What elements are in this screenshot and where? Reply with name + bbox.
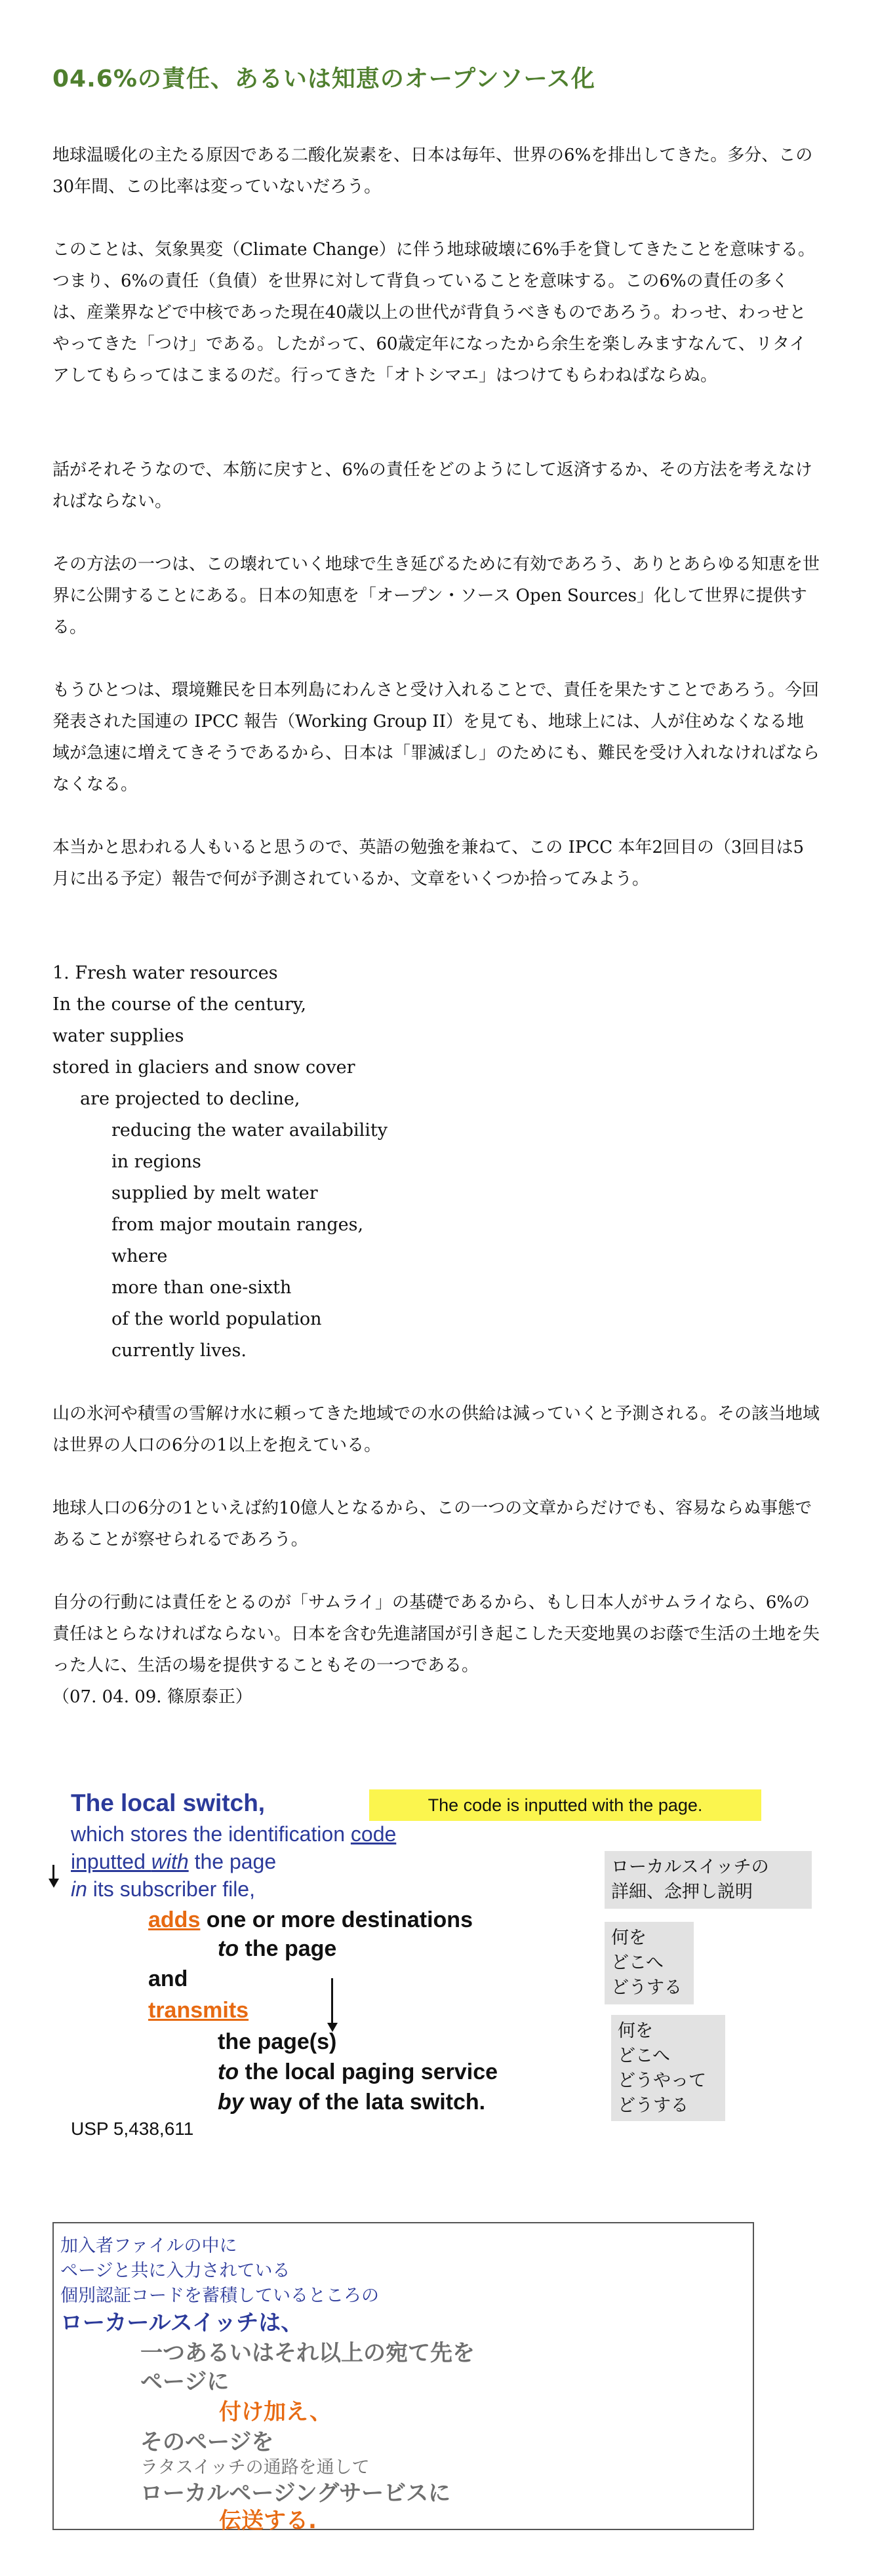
- post-title: 04.6%の責任、あるいは知恵のオープンソース化: [52, 66, 595, 92]
- slide-line: 伝送する.: [219, 2508, 317, 2534]
- slide-line: 付け加え、: [219, 2399, 332, 2425]
- excerpt-line: stored in glaciers and snow cover: [52, 1057, 355, 1078]
- excerpt-line: are projected to decline,: [80, 1089, 300, 1109]
- slide-line: by way of the lata switch.: [218, 2090, 486, 2115]
- excerpt-line: currently lives.: [111, 1340, 247, 1361]
- slide-line: to the local paging service: [218, 2059, 498, 2084]
- excerpt-line: where: [111, 1246, 168, 1266]
- paragraph: 地球人口の6分の1といえば約10億人となるから、この一つの文章からだけでも、容易ならぬ事態であることが察せられるであろう。: [52, 1498, 812, 1550]
- paragraph: もうひとつは、環境難民を日本列島にわんさと受け入れることで、責任を果たすことであろう。今回発表された国連の IPCC 報告（Working Group II）を見ても、地球上には、人が住めなくなる地域が急速に増えてきそうであるから、日本は「罪滅ぼし」のためにも、難民を受け入れなければならなくなる。: [52, 680, 820, 794]
- slide-line: inputted with the page: [71, 1850, 277, 1873]
- slide-line: ページに: [140, 2369, 229, 2395]
- excerpt-line: water supplies: [52, 1026, 184, 1046]
- excerpt-line: supplied by melt water: [111, 1183, 318, 1203]
- note-box: 何を どこへ どうする: [605, 1922, 694, 2004]
- slide-line: transmits: [148, 1998, 249, 2023]
- slide-line: ページと共に入力されている: [60, 2261, 290, 2281]
- down-arrow-icon: [52, 1865, 54, 1879]
- note-box: ローカルスイッチの 詳細、念押し説明: [605, 1851, 812, 1909]
- claim-slide-japanese: [52, 2222, 754, 2534]
- down-arrow-icon: [331, 1978, 333, 2024]
- excerpt-line: reducing the water availability: [111, 1120, 388, 1141]
- claim-slide-english: [52, 1770, 839, 2137]
- excerpt-line: from major moutain ranges,: [111, 1215, 364, 1235]
- slide-line: ローカールスイッチは、: [60, 2310, 304, 2336]
- slide-line: to the page: [218, 1936, 337, 1961]
- slide-line: ローカルページングサービスに: [140, 2480, 451, 2507]
- slide-line: 加入者ファイルの中に: [60, 2236, 237, 2256]
- excerpt-line: of the world population: [111, 1309, 322, 1329]
- slide-line: which stores the identification code: [71, 1822, 397, 1846]
- slide-line: ラタスイッチの通路を通して: [140, 2457, 370, 2478]
- paragraph: 話がそれそうなので、本筋に戻すと、6%の責任をどのようにして返済するか、その方法を考えなければならない。: [52, 460, 812, 511]
- paragraph: 自分の行動には責任をとるのが「サムライ」の基礎であるから、もし日本人がサムライなら、6%の責任はとらなければならない。日本を含む先進諸国が引き起こした天変地異のお蔭で生活の土地を失った人に、生活の場を提供することもその一つである。: [52, 1593, 820, 1675]
- slide-line: and: [148, 1966, 188, 1991]
- note-box: 何を どこへ どうやって どうする: [611, 2015, 725, 2121]
- english-excerpt: [52, 958, 388, 1367]
- slide-line: そのページを: [140, 2429, 274, 2455]
- paragraph: このことは、気象異変（Climate Change）に伴う地球破壊に6%手を貸してきたことを意味する。つまり、6%の責任（負債）を世界に対して背負っていることを意味する。この6%の責任の多くは、産業界などで中核であった現在40歳以上の世代が背負うべきものであろう。わっせ、わっせとやってきた「つけ」である。したがって、60歳定年になったから余生を楽しみますなんて、リタイアしてもらってはこまるのだ。行ってきた「オトシマエ」はつけてもらわねばならぬ。: [52, 240, 815, 385]
- paragraph: 山の氷河や積雪の雪解け水に頼ってきた地域での水の供給は減っていくと予測される。その該当地域は世界の人口の6分の1以上を抱えている。: [52, 1404, 820, 1455]
- slide-line: The local switch,: [71, 1789, 266, 1816]
- paragraph: 本当かと思われる人もいると思うので、英語の勉強を兼ねて、この IPCC 本年2回目の（3回目は5月に出る予定）報告で何が予測されているか、文章をいくつか拾ってみよう。: [52, 838, 805, 889]
- excerpt-line: 1. Fresh water resources: [52, 963, 278, 983]
- paragraph: その方法の一つは、この壊れていく地球で生き延びるために有効であろう、ありとあらゆる知恵を世界に公開することにある。日本の知恵を「オープン・ソース Open Sources」化して世界に提供する。: [52, 555, 820, 637]
- paragraph: 地球温暖化の主たる原因である二酸化炭素を、日本は毎年、世界の6%を排出してきた。多分、この30年間、この比率は変っていないだろう。: [52, 146, 813, 197]
- slide-line: the page(s): [218, 2029, 337, 2054]
- patent-number: USP 5,438,611: [71, 2118, 194, 2139]
- signature: （07. 04. 09. 篠原泰正）: [52, 1687, 252, 1707]
- excerpt-line: more than one-sixth: [111, 1278, 292, 1298]
- slide-line: adds one or more destinations: [148, 1907, 473, 1932]
- slide-line: 個別認証コードを蓄積しているところの: [60, 2286, 379, 2306]
- excerpt-line: in regions: [111, 1152, 201, 1172]
- down-arrow-icon: [49, 1879, 59, 1888]
- excerpt-line: In the course of the century,: [52, 994, 307, 1015]
- slide-line: in its subscriber file,: [71, 1877, 255, 1901]
- slide-line: 一つあるいはそれ以上の宛て先を: [140, 2340, 475, 2366]
- code-note: The code is inputted with the page.: [369, 1789, 761, 1821]
